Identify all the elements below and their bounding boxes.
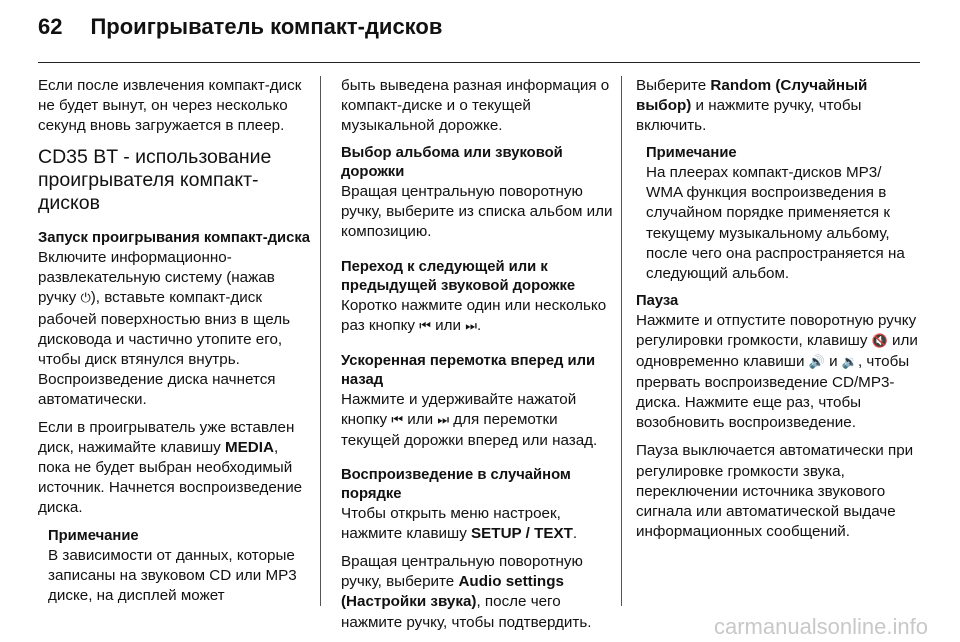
media-paragraph: Если в проигрыватель уже вставлен диск, нажимайте клавишу MEDIA, пока не будет выбран необходимый источник. Начнется воспроизведение диска. — [38, 419, 303, 517]
random-paragraph: Чтобы открыть меню настроек, нажмите клавишу SETUP / TEXT. — [341, 505, 578, 543]
prev-track-icon: ⏮ — [391, 412, 404, 428]
power-icon: ⏻ — [80, 291, 91, 307]
page-header — [38, 14, 920, 54]
section-heading: CD35 BT - использование проигрывателя компакт-дисков — [38, 146, 272, 215]
pause-auto-paragraph: Пауза выключается автоматически при регулировке громкости звука, переключении источника звукового сигнала или автоматической выдаче информационных сообщений. — [636, 442, 914, 540]
note-box — [48, 527, 310, 606]
column-divider — [621, 76, 622, 606]
pause-heading: Пауза — [636, 292, 679, 309]
page-number: 62 — [38, 14, 63, 39]
fast-forward-heading: Ускоренная перемотка вперед или назад — [341, 352, 596, 388]
next-track-paragraph: Коротко нажмите один или несколько раз кнопку ⏮ или ⏭. — [341, 296, 607, 334]
column-divider — [320, 76, 321, 606]
note-text: В зависимости от данных, которые записаны на звуковом CD или MP3 диске, на дисплей может — [48, 546, 297, 604]
volume-down-icon: 🔉 — [841, 355, 858, 371]
volume-up-icon: 🔊 — [808, 355, 825, 371]
header-rule — [38, 62, 920, 63]
next-track-icon: ⏭ — [465, 318, 477, 334]
random-key: Random (Случайный выбор) — [636, 77, 868, 115]
next-track-heading: Переход к следующей или к предыдущей звуковой дорожке — [341, 258, 576, 294]
random-select-paragraph: Выберите Random (Случайный выбор) и нажмите ручку, чтобы включить. — [636, 77, 868, 135]
column-3 — [636, 76, 918, 550]
column-1 — [38, 76, 310, 606]
prev-track-icon: ⏮ — [419, 318, 431, 334]
eject-paragraph: Если после извлечения компакт-диск не будет вынут, он через несколько секунд вновь загружается в плеер. — [38, 77, 302, 135]
start-paragraph: Включите информационно-развлекательную систему (нажав ручку ⏻), вставьте компакт-диск рабочей поверхностью вниз в щель дисковода и частично утопите его, чтобы диск втянулся внутрь. Воспроизведение диска начнется автоматически. — [38, 249, 291, 408]
next-track-icon: ⏭ — [437, 412, 450, 428]
random-heading: Воспроизведение в случайном порядке — [341, 467, 571, 503]
mute-icon: 🔇 — [871, 333, 888, 349]
watermark: carmanualsonline.info — [713, 614, 928, 639]
note-box — [646, 144, 918, 284]
note-text: На плеерах компакт-дисков MP3/ WMA функция воспроизведения в случайном порядке применяется к текущему музыкальному альбому, после чего она распространяется на следующий альбом. — [646, 164, 905, 282]
column-2 — [341, 76, 615, 641]
media-key: MEDIA — [225, 439, 274, 457]
page-title: Проигрыватель компакт-дисков — [90, 14, 443, 39]
note-title: Примечание — [48, 527, 139, 544]
setup-text-key: SETUP / TEXT — [471, 525, 573, 543]
note-title: Примечание — [646, 145, 737, 162]
pause-paragraph: Нажмите и отпустите поворотную ручку регулировки громкости, клавишу 🔇 или одновременно клавиши 🔊 и 🔉, чтобы прервать воспроизведение CD/MP3-диска. Нажмите еще раз, чтобы возобновить воспроизведение. — [636, 311, 918, 432]
start-heading: Запуск проигрывания компакт-диска — [38, 230, 311, 247]
album-heading: Выбор альбома или звуковой дорожки — [341, 145, 563, 181]
info-continued: быть выведена разная информация о компакт-диске и о текущей музыкальной дорожке. — [341, 77, 610, 135]
audio-settings-key: Audio settings (Настройки звука) — [341, 573, 564, 611]
album-paragraph: Вращая центральную поворотную ручку, выберите из списка альбом или композицию. — [341, 183, 613, 241]
fast-forward-paragraph: Нажмите и удерживайте нажатой кнопку ⏮ или ⏭ для перемотки текущей дорожки вперед или назад. — [341, 390, 598, 449]
audio-settings-paragraph: Вращая центральную поворотную ручку, выберите Audio settings (Настройки звука), после чего нажмите ручку, чтобы подтвердить. — [341, 553, 592, 631]
